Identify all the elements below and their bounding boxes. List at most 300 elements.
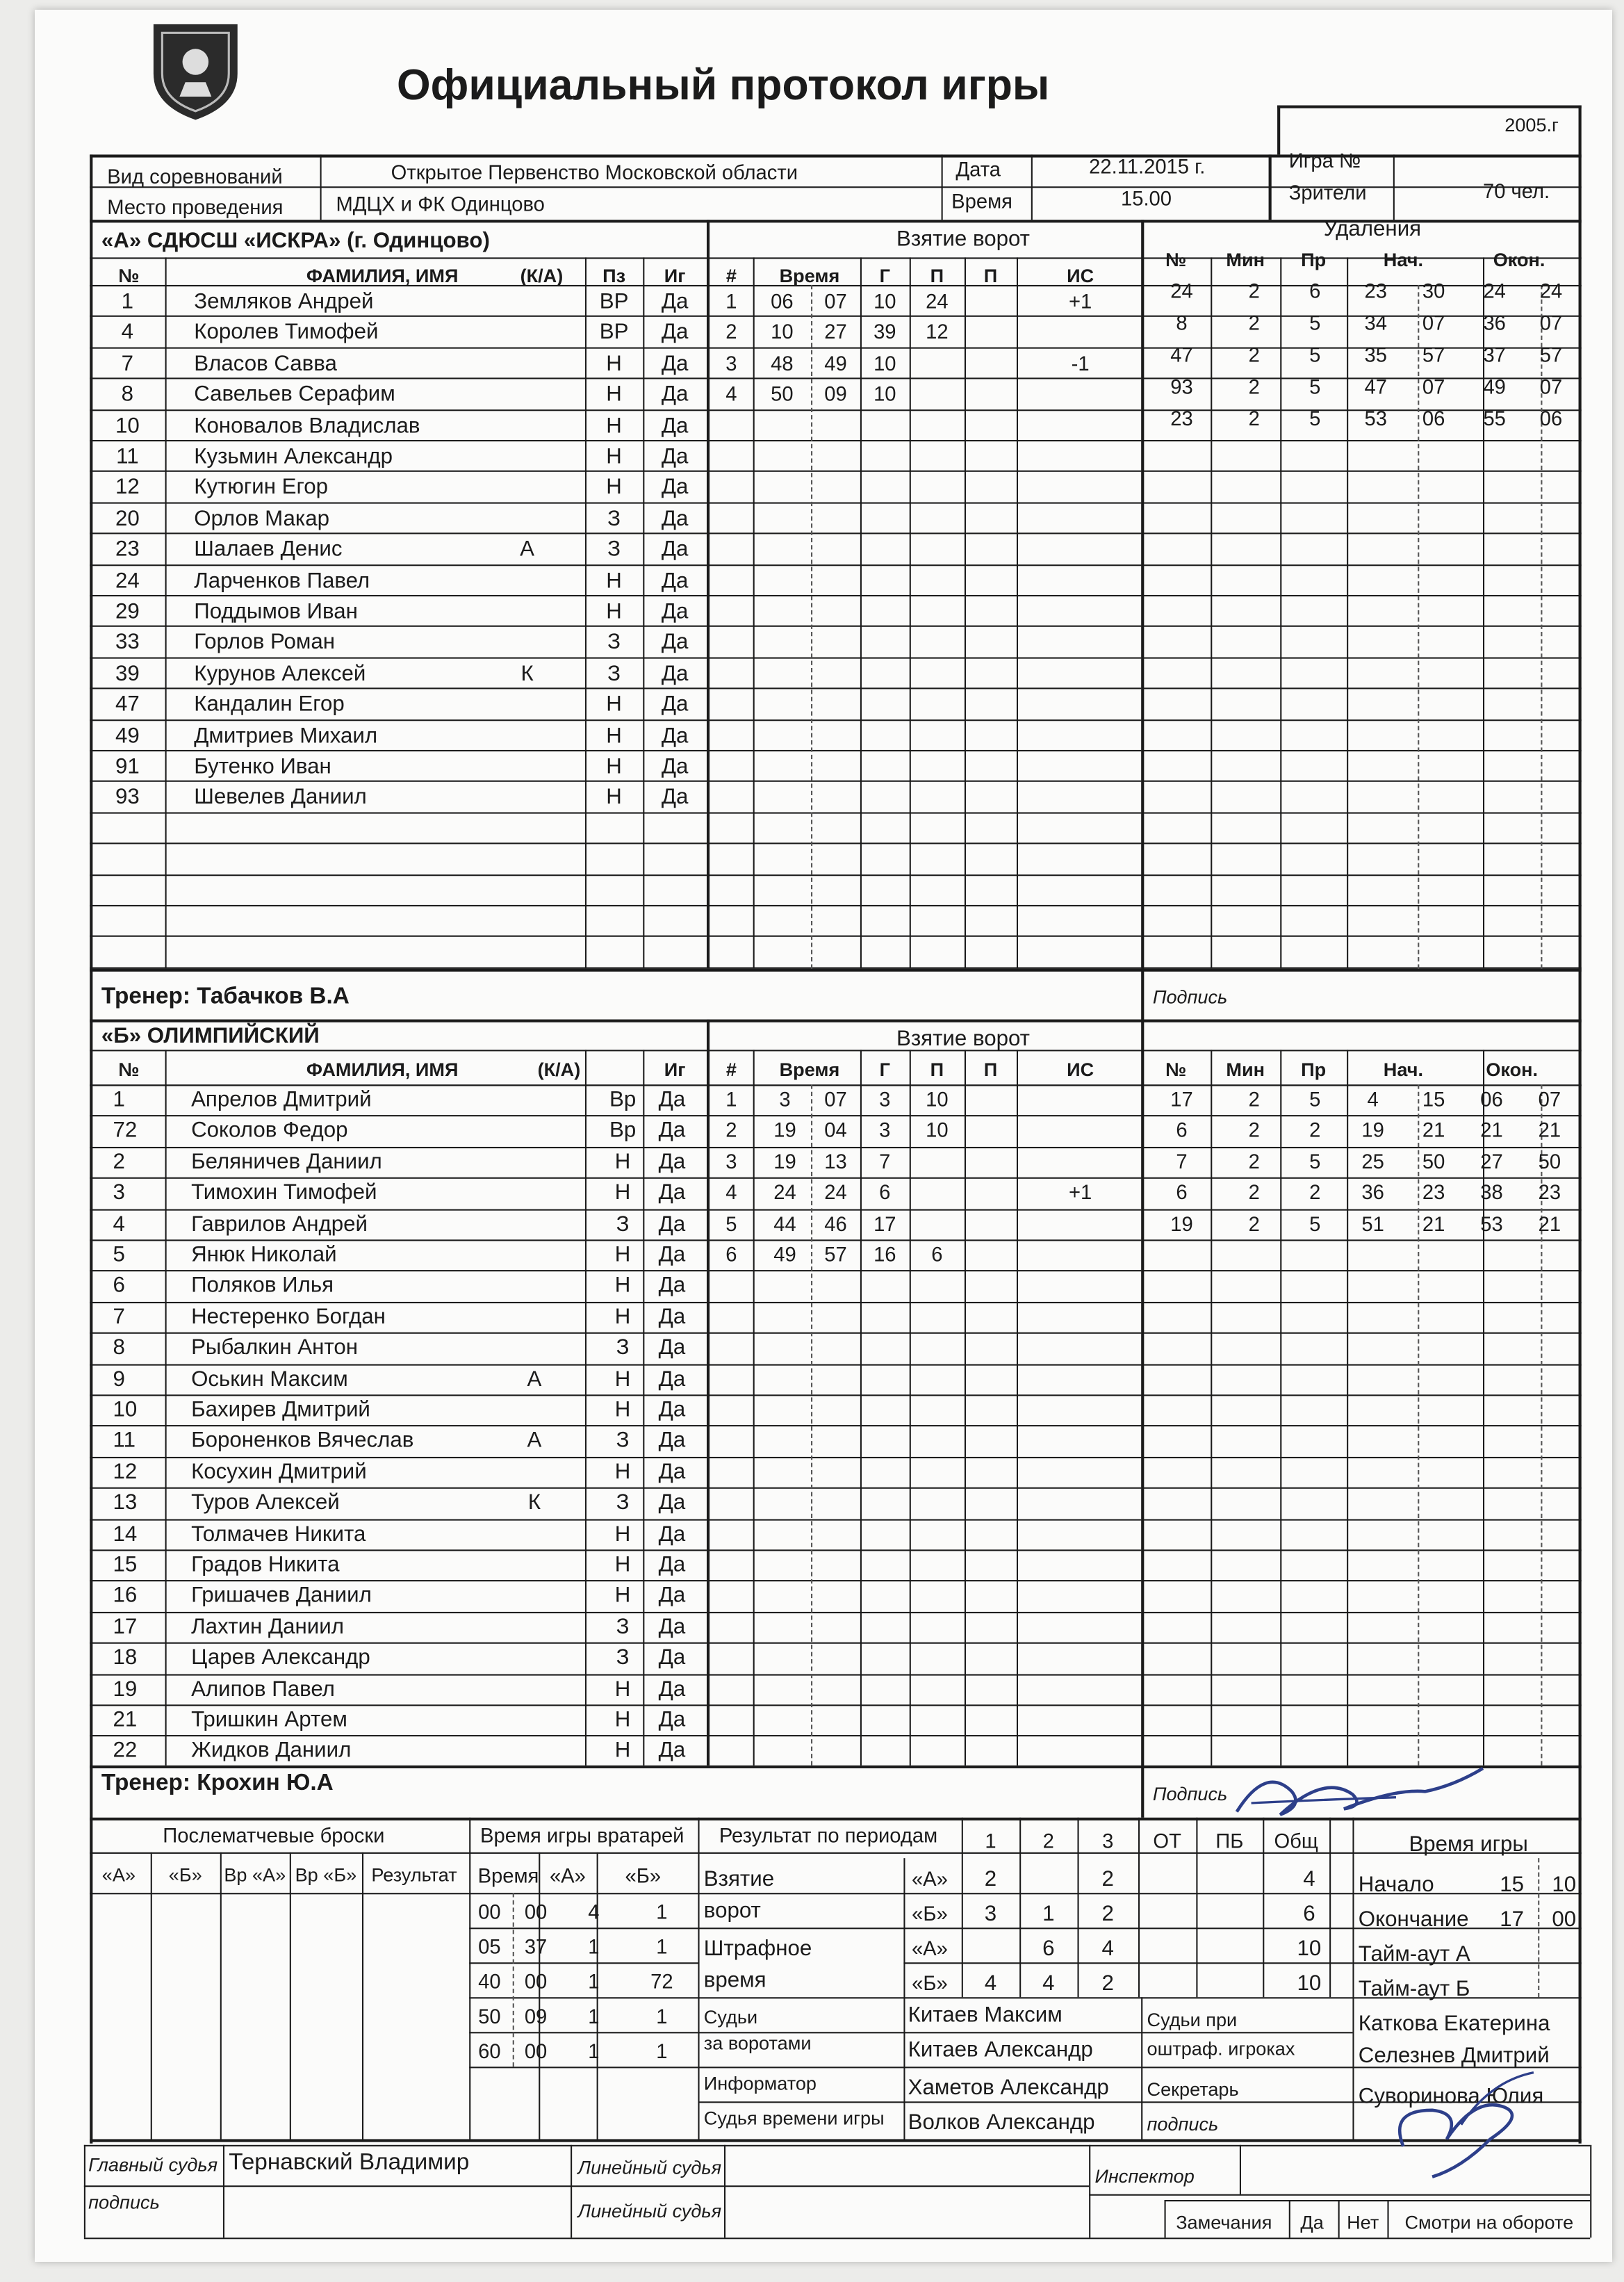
h-rule [707,626,1141,628]
goal-cell: 6 [931,1242,943,1266]
h-rule [90,1147,707,1148]
player-number: 16 [113,1583,138,1608]
player-name: Градов Никита [191,1552,340,1577]
col-name: ФАМИЛИЯ, ИМЯ [306,1058,459,1081]
player-played: Да [658,1149,686,1175]
goal-cell: 6 [725,1242,737,1266]
goalie-cell: 00 [524,1900,548,1923]
goal-col-header: ИС [1067,1058,1094,1081]
goal-col-header: Время [779,1058,840,1081]
h-rule [90,750,707,751]
player-position: З [607,537,621,562]
h-rule [707,905,1141,906]
player-played: Да [658,1087,686,1112]
player-position: ВР [599,289,629,314]
player-name: Рыбалкин Антон [191,1335,359,1360]
h-rule [84,2185,1089,2187]
goal-cell: 13 [824,1149,847,1173]
player-number: 12 [115,475,140,500]
goalie-cell: 1 [656,1900,668,1923]
h-rule [1141,1736,1582,1737]
h-rule [707,471,1141,473]
h-rule [90,316,707,318]
h-rule [1141,781,1582,783]
col-number: № [118,1058,140,1081]
shootout-col: «Б» [168,1864,202,1886]
goalie-cell: 09 [524,2004,548,2028]
v-rule [707,1020,710,1766]
h-rule [1141,409,1582,410]
goal-cell: 3 [725,351,737,375]
goal-col-header: ИС [1067,264,1094,287]
h-rule [1141,347,1582,348]
v-rule [151,1852,152,2140]
v-rule [585,257,587,968]
goal-col-header: Г [879,264,890,287]
penalty-cell: 5 [1309,1149,1321,1173]
penalty-cell: 2 [1248,1118,1260,1142]
period-cell: 4 [1303,1866,1315,1892]
time-label: Время [951,189,1012,213]
goalie-col: «А» [549,1864,586,1887]
inspector-label: Инспектор [1094,2165,1195,2187]
v-rule [223,2145,224,2238]
v-rule [597,1852,598,2140]
h-rule [1141,1209,1582,1210]
penalty-cell: 5 [1309,343,1321,366]
penalty-cell: 07 [1422,375,1445,398]
v-rule [290,1852,291,2140]
goalie-time-title: Время игры вратарей [480,1823,684,1847]
player-number: 17 [113,1614,138,1640]
end-label: Окончание [1358,1907,1469,1932]
goal-cell: 1 [725,1087,737,1111]
player-name: Курунов Алексей [194,661,366,686]
goal-cell: -1 [1071,351,1090,375]
team-tag: «А» [911,1866,948,1891]
v-rule [1141,1020,1144,1818]
period-cell: 10 [1297,1936,1322,1962]
player-position: Н [614,1583,631,1608]
h-rule [1141,1364,1582,1365]
player-number: 91 [115,754,140,779]
period-cell: 1 [1042,1901,1055,1927]
v-rule [1165,2200,1166,2238]
goal-cell: 24 [926,289,949,313]
player-name: Кузьмин Александр [194,444,393,469]
player-position: З [607,661,621,686]
penalty-cell: 6 [1309,279,1321,302]
penalty-cell: 2 [1248,407,1260,430]
goal-cell: 3 [779,1087,791,1111]
h-rule [90,1488,707,1489]
protocol-sheet [35,10,1612,2262]
h-rule [707,1364,1141,1365]
h-rule [90,1209,707,1210]
player-played: Да [661,351,689,376]
goal-col-header: Время [779,264,840,287]
v-rule [1579,106,1582,2144]
h-rule [469,2032,698,2033]
goal-cell: 2 [725,320,737,344]
col-name: ФАМИЛИЯ, ИМЯ [306,264,459,287]
notes-yes: Да [1300,2211,1324,2233]
footer-sign-label: подпись [88,2191,160,2213]
h-rule [1141,533,1582,535]
player-name: Горлов Роман [194,630,336,655]
h-rule [1141,1519,1582,1520]
penalty-cell: 5 [1309,375,1321,398]
h-rule [707,1581,1141,1582]
timeout-a: Тайм-аут А [1358,1942,1470,1967]
h-rule [1141,1177,1582,1179]
player-played: Да [658,1645,686,1670]
player-played: Да [661,413,689,439]
penalty-cell: 21 [1480,1118,1503,1142]
player-played: Да [658,1180,686,1205]
h-rule [1141,905,1582,906]
goal-cell: 49 [824,351,847,375]
h-rule [707,440,1141,441]
h-rule [90,564,707,565]
penalty-cell: 5 [1309,1087,1321,1111]
h-rule [90,1674,707,1675]
v-rule [1590,2145,1591,2238]
player-played: Да [661,723,689,748]
player-position: З [616,1490,630,1515]
h-rule [1141,719,1582,720]
player-name: Поляков Илья [191,1273,334,1298]
goal-cell: 1 [725,289,737,313]
goal-cell: 6 [879,1180,891,1204]
penalty-cell: 47 [1364,375,1388,398]
v-rule [1269,154,1272,220]
player-number: 8 [113,1335,125,1360]
h-rule [90,409,707,410]
player-name: Бороненков Вячеслав [191,1428,414,1453]
h-rule [90,1394,707,1396]
v-rule [362,1852,363,2140]
goal-cell: 19 [773,1118,796,1142]
period-cell: 10 [1297,1971,1322,1996]
h-rule [707,1736,1141,1737]
player-name: Кандалин Егор [194,692,345,717]
game-time-title: Время игры [1409,1832,1528,1857]
player-number: 23 [115,537,140,562]
h-rule [90,1581,707,1582]
pen-col-header: Мин [1226,248,1265,271]
spectators-value: 70 чел. [1483,179,1550,203]
federation-logo [148,19,244,130]
goal-cell: 17 [873,1211,896,1235]
h-rule [90,1643,707,1644]
goal-cell: 49 [773,1242,796,1266]
player-number: 4 [113,1211,125,1237]
player-number: 2 [113,1149,125,1175]
secretary-value: Суворинова Юлия [1358,2084,1544,2109]
goal-cell: 10 [771,320,794,344]
player-played: Да [661,475,689,500]
player-role: К [520,661,534,686]
player-name: Туров Алексей [191,1490,340,1515]
player-position: З [607,630,621,655]
period-col: 1 [985,1829,996,1852]
goal-cell: +1 [1069,289,1092,313]
h-rule [1141,564,1582,565]
v-rule [1240,2145,1241,2194]
player-name: Орлов Макар [194,506,330,531]
period-cell: 2 [1101,1901,1114,1927]
line-referee-label-1: Линейный судья [577,2156,722,2178]
goalie-cell: 60 [478,2039,501,2063]
penalty-cell: 35 [1364,343,1388,366]
v-rule [753,257,755,968]
competition-label: Вид соревнований [107,164,283,188]
protocol-title: Официальный протокол игры [397,62,1050,110]
h-rule [90,440,707,441]
penalty-cell: 2 [1248,1087,1260,1111]
goal-cell: 3 [725,1149,737,1173]
h-rule [707,502,1141,503]
penalty-cell: 2 [1248,279,1260,302]
h-rule [707,874,1141,875]
h-rule [1141,1084,1582,1086]
timeout-b: Тайм-аут Б [1358,1977,1470,2002]
team-tag: «Б» [912,1901,948,1925]
goal-judges-label: Судьи [703,2005,758,2028]
player-name: Жидков Даниил [191,1738,352,1763]
goal-cell: 24 [824,1180,847,1204]
v-rule [860,1050,862,1765]
player-number: 20 [115,506,140,531]
penalty-cell: 21 [1422,1118,1445,1142]
pen-col-header: Пр [1301,1058,1327,1081]
v-rule [1387,2200,1388,2238]
player-position: Н [614,1149,631,1175]
penalty-cell: 37 [1483,343,1506,366]
h-rule [90,781,707,783]
h-rule [1141,657,1582,658]
period-cell: 3 [984,1901,997,1927]
start-hour: 15 [1500,1873,1525,1898]
penalty-cell: 8 [1176,311,1188,334]
v-rule [643,1050,644,1765]
v-rule [1017,1050,1018,1765]
goalie-cell: 1 [656,2004,668,2028]
penalty-cell: 07 [1539,375,1563,398]
h-rule [90,502,707,503]
player-played: Да [661,785,689,810]
pen-col-header: № [1165,1058,1187,1081]
player-position: Н [614,1459,631,1485]
player-played: Да [661,568,689,594]
informer-value: Хаметов Александр [908,2075,1109,2101]
h-rule [1141,936,1582,937]
player-position: ВР [599,320,629,345]
penalty-cell: 50 [1538,1149,1561,1173]
goalie-cell: 00 [524,1969,548,1993]
penalty-cell: 93 [1170,375,1193,398]
player-position: З [616,1428,630,1453]
h-rule [707,1209,1141,1210]
player-name: Дмитриев Михаил [194,723,378,748]
v-rule [1289,2200,1290,2238]
period-cell: 4 [984,1971,997,1996]
player-name: Гришачев Даниил [191,1583,372,1608]
v-rule [1329,1818,1331,1997]
signature-secretary [1375,2067,1548,2183]
v-rule [860,257,862,968]
player-position: Н [614,1552,631,1577]
player-name: Апрелов Дмитрий [191,1087,372,1112]
player-role: А [520,537,534,562]
goal-cell: 06 [771,289,794,313]
penalty-cell: 53 [1364,407,1388,430]
h-rule [90,257,1582,259]
player-name: Лахтин Даниил [191,1614,344,1640]
v-rule [942,154,943,220]
goalie-col: Время [477,1864,539,1887]
goal-cell: 24 [773,1180,796,1204]
dashed-rule [1538,1858,1539,1997]
h-rule [707,1332,1141,1334]
player-number: 29 [115,599,140,624]
v-rule [1031,154,1033,220]
informer-label: Информатор [703,2072,817,2094]
player-played: Да [658,1335,686,1360]
sign-label-b: Подпись [1152,1782,1228,1805]
player-position: Н [606,351,622,376]
h-rule [1141,688,1582,690]
goal-judge-1: Китаев Максим [908,2003,1063,2028]
pen-col-header: Нач. [1383,1058,1424,1081]
h-rule [469,2067,698,2068]
h-rule [90,905,707,906]
v-rule [84,2145,85,2238]
player-number: 10 [115,413,140,439]
penalty-cell: 06 [1422,407,1445,430]
player-position: Н [606,568,622,594]
player-name: Кутюгин Егор [194,475,329,500]
penalty-cell: 57 [1539,343,1563,366]
h-rule [707,533,1141,535]
pim-label: Штрафное [703,1936,812,1962]
h-rule [90,657,707,658]
team-b-name: «Б» ОЛИМПИЙСКИЙ [101,1023,320,1049]
player-position: Н [606,413,622,439]
h-rule [707,595,1141,596]
player-position: Вр [609,1087,637,1112]
summary-sign-label: подпись [1147,2112,1219,2135]
main-referee-label: Главный судья [88,2153,218,2176]
goal-cell: 50 [771,382,794,406]
shootout-col: Результат [371,1864,457,1886]
h-rule [1141,1332,1582,1334]
player-number: 3 [113,1180,125,1205]
player-number: 18 [113,1645,138,1670]
h-rule [707,1239,1141,1241]
end-minute: 00 [1552,1907,1577,1932]
player-name: Гаврилов Андрей [191,1211,368,1237]
period-cell: 6 [1303,1901,1315,1927]
h-rule [1141,1581,1582,1582]
h-rule [707,1643,1141,1644]
goalie-cell: 37 [524,1934,548,1958]
h-rule [1141,1271,1582,1272]
player-number: 47 [115,692,140,717]
player-position: Н [614,1738,631,1763]
h-rule [1141,471,1582,473]
h-rule [469,1928,698,1929]
start-label: Начало [1358,1873,1434,1898]
h-rule [707,1394,1141,1396]
player-played: Да [661,661,689,686]
timekeeper-value: Волков Александр [908,2110,1095,2135]
h-rule [90,378,707,380]
penalty-cell: 21 [1422,1211,1445,1235]
h-rule [1277,106,1582,108]
coach-b: Тренер: Крохин Ю.А [101,1771,334,1796]
goal-col-header: П [983,264,998,287]
h-rule [707,1116,1141,1117]
player-name: Шевелев Даниил [194,785,367,810]
player-played: Да [658,1118,686,1143]
h-rule [90,1456,707,1458]
v-rule [903,1858,905,2139]
col-ka: (К/А) [537,1058,581,1081]
player-played: Да [658,1614,686,1640]
goal-cell: 27 [824,320,847,344]
player-name: Поддымов Иван [194,599,358,624]
player-position: Н [606,723,622,748]
h-rule [707,843,1141,845]
penalty-cell: 5 [1309,311,1321,334]
goalie-cell: 1 [588,2004,600,2028]
player-position: Н [606,785,622,810]
line-referee-label-2: Линейный судья [577,2200,722,2222]
v-rule [469,1818,470,2140]
h-rule [1141,1549,1582,1551]
player-number: 10 [113,1397,138,1422]
h-rule [90,1050,1582,1051]
h-rule [90,471,707,473]
goal-cell: 09 [824,382,847,406]
player-number: 33 [115,630,140,655]
penalty-cell: 21 [1538,1211,1561,1235]
h-rule [90,2139,1582,2142]
goal-cell: 10 [926,1118,949,1142]
h-rule [84,2238,1590,2239]
player-number: 11 [116,444,139,469]
player-role: А [527,1366,542,1392]
goal-col-header: # [725,264,737,287]
h-rule [707,1549,1141,1551]
player-played: Да [658,1397,686,1422]
player-number: 1 [121,289,134,314]
goal-cell: 04 [824,1118,847,1142]
goals-label-2: ворот [703,1898,761,1923]
h-rule [1141,1147,1582,1148]
h-rule [1141,1643,1582,1644]
v-rule [165,1050,167,1765]
goalie-cell: 05 [478,1934,501,1958]
goal-cell: 3 [879,1118,891,1142]
notes-no: Нет [1347,2211,1379,2233]
goal-cell: 4 [725,382,737,406]
player-position: З [616,1645,630,1670]
period-cell: 6 [1042,1936,1055,1962]
player-played: Да [661,506,689,531]
